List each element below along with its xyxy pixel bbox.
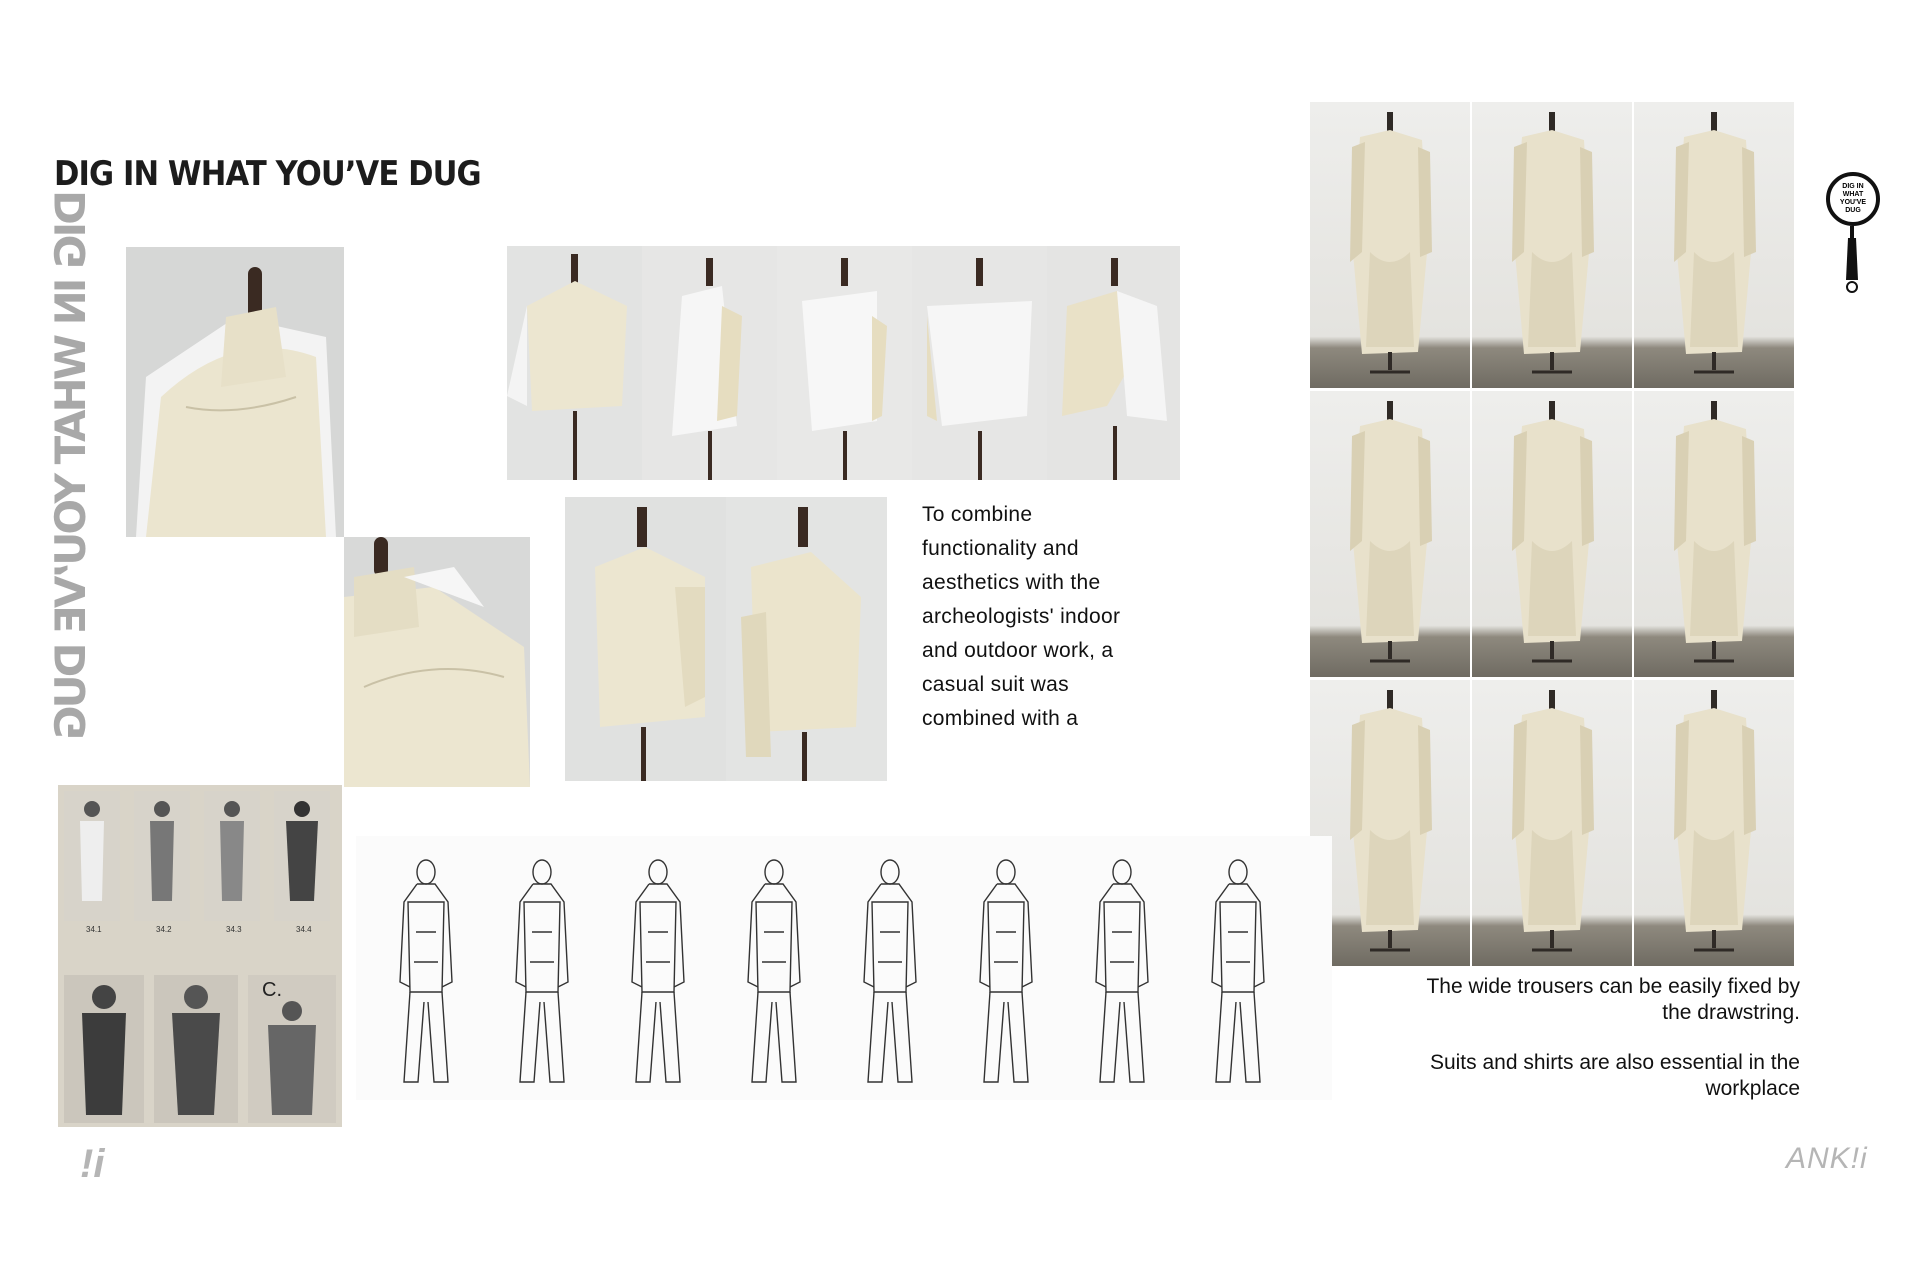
collar-detail-photo-1 — [126, 247, 344, 537]
concept-line: To combine — [922, 503, 1033, 526]
concept-line: functionality and — [922, 537, 1079, 560]
draping-process-strip — [507, 246, 1180, 480]
concept-line: and outdoor work, a — [922, 639, 1114, 662]
badge-line: WHAT — [1842, 191, 1864, 198]
vertical-mirrored-title: DIG IN WHAT YOU’VE DUG — [46, 190, 95, 737]
archive-photo-2 — [134, 791, 190, 921]
page-title: DIG IN WHAT YOU’VE DUG — [54, 154, 481, 194]
collar-detail-photo-2 — [344, 537, 530, 787]
left-logo: !i — [80, 1142, 105, 1186]
archive-photo-5 — [64, 975, 144, 1123]
draping-photo-2 — [642, 246, 778, 480]
description-line: workplace — [1705, 1077, 1800, 1100]
design-sketch-lineup — [356, 836, 1332, 1100]
jacket-front-photo — [565, 497, 727, 781]
archive-letter: C. — [262, 979, 282, 1001]
concept-line: combined with a — [922, 707, 1079, 730]
right-logo: ANK!i — [1786, 1142, 1868, 1175]
magnifier-badge-icon — [1826, 172, 1880, 226]
draping-photo-3 — [777, 246, 913, 480]
full-look-grid-photos — [1310, 102, 1796, 966]
archive-photo-3 — [204, 791, 260, 921]
draping-photo-1 — [507, 246, 643, 480]
description-line: Suits and shirts are also essential in the — [1429, 1051, 1800, 1074]
archive-caption: 34.1 — [86, 925, 102, 934]
badge-line: DUG — [1845, 207, 1861, 214]
archive-caption: 34.2 — [156, 925, 172, 934]
badge-line: DIG IN — [1842, 183, 1864, 190]
magnifier-handle-icon — [1845, 226, 1859, 294]
concept-paragraph — [922, 498, 1222, 736]
badge-line: YOU'VE — [1839, 199, 1867, 206]
suits-description — [1300, 1050, 1800, 1102]
archive-photo-6 — [154, 975, 238, 1123]
draping-photo-5 — [1047, 246, 1180, 480]
archive-photo-4 — [274, 791, 330, 921]
fashion-sketch-figures — [356, 836, 1332, 1100]
draping-photo-4 — [912, 246, 1048, 480]
concept-line: aesthetics with the — [922, 571, 1101, 594]
archive-photo-1 — [64, 791, 120, 921]
description-line: the drawstring. — [1662, 1001, 1800, 1024]
archive-caption: 34.3 — [226, 925, 242, 934]
description-line: The wide trousers can be easily fixed by — [1426, 975, 1800, 998]
concept-line: archeologists' indoor — [922, 605, 1121, 628]
concept-line: casual suit was — [922, 673, 1069, 696]
archive-caption: 34.4 — [296, 925, 312, 934]
jacket-sleeve-photos — [565, 497, 887, 781]
trousers-description — [1300, 974, 1800, 1026]
archive-photo-collage — [58, 785, 342, 1127]
full-look-grid — [1310, 102, 1796, 966]
jacket-side-photo — [726, 497, 887, 781]
